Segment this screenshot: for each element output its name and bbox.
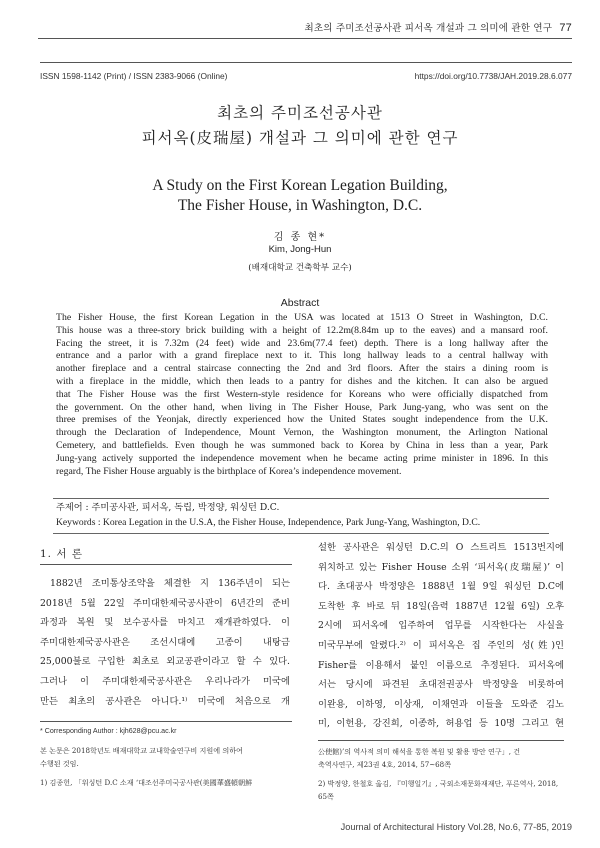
abstract-line: Jung-yang actively supported the independence movement when he became acting prime minister in 1896. In this bbox=[56, 452, 548, 464]
abstract-line: with a fireplace in the middle, which then leads to a pantry for dishes and the kitchen. It can also be argued bbox=[56, 375, 548, 387]
abstract-line: regard, The Fisher House arguably is the birthplace of Korea’s independence movement. bbox=[56, 465, 402, 477]
author-name-english: Kim, Jong-Hun bbox=[268, 244, 332, 255]
body-line: 만든 최초의 공사관은 아니다.¹⁾ 미국에 처음으로 개 bbox=[40, 695, 290, 707]
body-line: 서는 당시에 파견된 초대전권공사 박정양을 비롯하여 bbox=[318, 679, 564, 691]
page-number: 77 bbox=[559, 22, 572, 34]
body-line: 미국무부에 알렸다.²⁾ 이 피서옥은 집 주인의 성(姓)인 bbox=[318, 639, 564, 651]
body-line: 설한 공사관은 워싱턴 D.C.의 O 스트리트 1513번지에 bbox=[318, 542, 564, 553]
footnote-2: 2) 박정양, 한철호 옮김, 『미행일기』, 국외소재문화재재단, 푸른역사, 2018, 65쪽 bbox=[318, 779, 559, 801]
keywords-rule-bottom bbox=[53, 533, 549, 534]
footnote-1: 1) 김종헌, 「워싱턴 D.C 소재 ‘대조선주미국공사관(美國華盛頓朝鮮 bbox=[40, 778, 253, 787]
keywords-korean: 주제어 : 주미공사관, 피서옥, 독립, 박정양, 워싱턴 D.C. bbox=[56, 502, 280, 513]
korean-title bbox=[0, 101, 600, 151]
body-line: 1882년 조미통상조약을 체결한 지 136주년이 되는 bbox=[50, 578, 290, 589]
header-rule-2 bbox=[40, 62, 572, 63]
body-line: 이완용, 이하영, 이상재, 이채연과 이들을 도와준 김노 bbox=[318, 698, 564, 710]
abstract-line: three premises of the Yeonjak, directly experienced how the United States sought independence from the U.K. bbox=[56, 414, 548, 426]
footnote-line: 수행된 것임. bbox=[40, 759, 79, 768]
keywords-english: Keywords : Korea Legation in the U.S.A, the Fisher House, Independence, Park Jung-Yang, Washington, D.C. bbox=[56, 517, 481, 528]
section-heading: 1. 서 론 bbox=[40, 548, 83, 560]
body-line: 2시에 피서옥에 입주하여 업무를 시작한다는 사실을 bbox=[318, 620, 564, 632]
body-line: 주미대한제국공사관은 조선시대에 고종이 내탕금 bbox=[40, 636, 290, 648]
korean-title-line2: 피서옥(皮瑞屋) 개설과 그 의미에 관한 연구 bbox=[141, 129, 459, 147]
abstract-heading: Abstract bbox=[280, 297, 320, 309]
footnote-line: 公使館)’의 역사적 의미 해석을 통한 복원 및 활용 방안 연구」, 건 bbox=[318, 747, 521, 756]
footnotes-right bbox=[318, 745, 564, 803]
body-line: Fisher를 이용해서 붙인 이름으로 추정된다. 피서옥에 bbox=[318, 659, 564, 671]
running-head bbox=[305, 20, 572, 34]
issn: ISSN 1598-1142 (Print) / ISSN 2383-9066 (Online) bbox=[40, 71, 228, 81]
abstract-body bbox=[56, 312, 548, 478]
body-line: 과정과 복원 및 보수공사를 마치고 재개관하였다. 이 bbox=[40, 617, 290, 629]
english-title-line2: The Fisher House, in Washington, D.C. bbox=[177, 197, 423, 214]
abstract-line: through the Declaration of Independence, Mount Vernon, the Washington monument, the Arlington National bbox=[56, 427, 548, 439]
body-line: 2018년 5월 22일 주미대한제국공사관이 6년간의 준비 bbox=[40, 597, 290, 609]
footnote-rule-right bbox=[318, 740, 564, 741]
abstract-line: the government. On the other hand, when living in The Fisher House, Park Jung-yang, who was sent on the bbox=[56, 401, 548, 413]
right-column-text bbox=[318, 538, 564, 734]
english-title-line1: A Study on the First Korean Legation Building, bbox=[152, 177, 448, 194]
abstract-line: Cemetery, and battlefields. Even though he was summoned back to Korea by China in less than a year, Park bbox=[56, 439, 548, 451]
body-line: 도착한 후 바로 뒤 18일(음력 1887년 12월 6일) 오후 bbox=[318, 600, 564, 612]
abstract-line: entrance and a parlor with a grand fireplace next to it. This long hallway leads to a central hallway with bbox=[56, 350, 548, 362]
author-affiliation: (배재대학교 건축학부 교수) bbox=[248, 263, 352, 273]
body-line: 25,000불로 구입한 최초로 외교공관이라고 할 수 있다. bbox=[40, 656, 290, 668]
body-line: 다. 초대공사 박정양은 1888년 1월 9일 워싱턴 D.C에 bbox=[318, 581, 564, 593]
body-line: 그러나 이 주미대한제국공사관은 우리나라가 미국에 bbox=[40, 675, 290, 687]
abstract-line: that The Fisher House was the first Western-style residence for Koreans who were officially dispatched from bbox=[56, 388, 548, 400]
section-rule bbox=[40, 564, 292, 565]
abstract-line: another fireplace and a central staircase connecting the 2nd and 3rd floors. After the stairs a dining room is bbox=[56, 363, 548, 375]
journal-footer: Journal of Architectural History Vol.28, No.6, 77-85, 2019 bbox=[340, 822, 572, 832]
keywords-rule-top bbox=[53, 498, 549, 499]
body-line: 위치하고 있는 Fisher House 소위 ‘피서옥(皮瑞屋)’ 이 bbox=[318, 561, 564, 573]
english-title bbox=[0, 176, 600, 216]
header-rule bbox=[38, 38, 572, 39]
footnote-rule-left bbox=[40, 721, 292, 722]
abstract-line: Facing the street, it is 7.32m (24 feet) wide and 23.6m(77.4 feet) depth. There is a long hallway after the bbox=[56, 337, 548, 349]
body-line: 미, 이헌용, 강진희, 이종하, 허용업 등 10명 그리고 현 bbox=[318, 718, 564, 730]
abstract-line: The Fisher House, the first Korean Legation in the USA was located at 1513 O Street in Washington, D.C. bbox=[56, 312, 548, 323]
footnotes-left bbox=[40, 725, 290, 789]
corresponding-author: * Corresponding Author : kjh628@pcu.ac.kr bbox=[40, 727, 177, 735]
footnote-line: 본 논문은 2018학년도 배재대학교 교내학술연구비 지원에 의하여 bbox=[40, 746, 243, 755]
author-name-korean: 김 종 현* bbox=[273, 232, 327, 243]
footnote-line: 축역사연구, 제23권 4호, 2014, 57~68쪽 bbox=[318, 760, 452, 769]
left-column-text bbox=[40, 574, 290, 711]
running-title: 최초의 주미조선공사관 피서옥 개설과 그 의미에 관한 연구 bbox=[304, 23, 553, 34]
doi-link[interactable]: https://doi.org/10.7738/JAH.2019.28.6.077 bbox=[414, 71, 572, 81]
abstract-line: This house was a three-story brick building with a height of 12.2m(8.84m up to the eaves) and a mansard roof. bbox=[56, 324, 548, 336]
korean-title-line1: 최초의 주미조선공사관 bbox=[217, 104, 383, 122]
